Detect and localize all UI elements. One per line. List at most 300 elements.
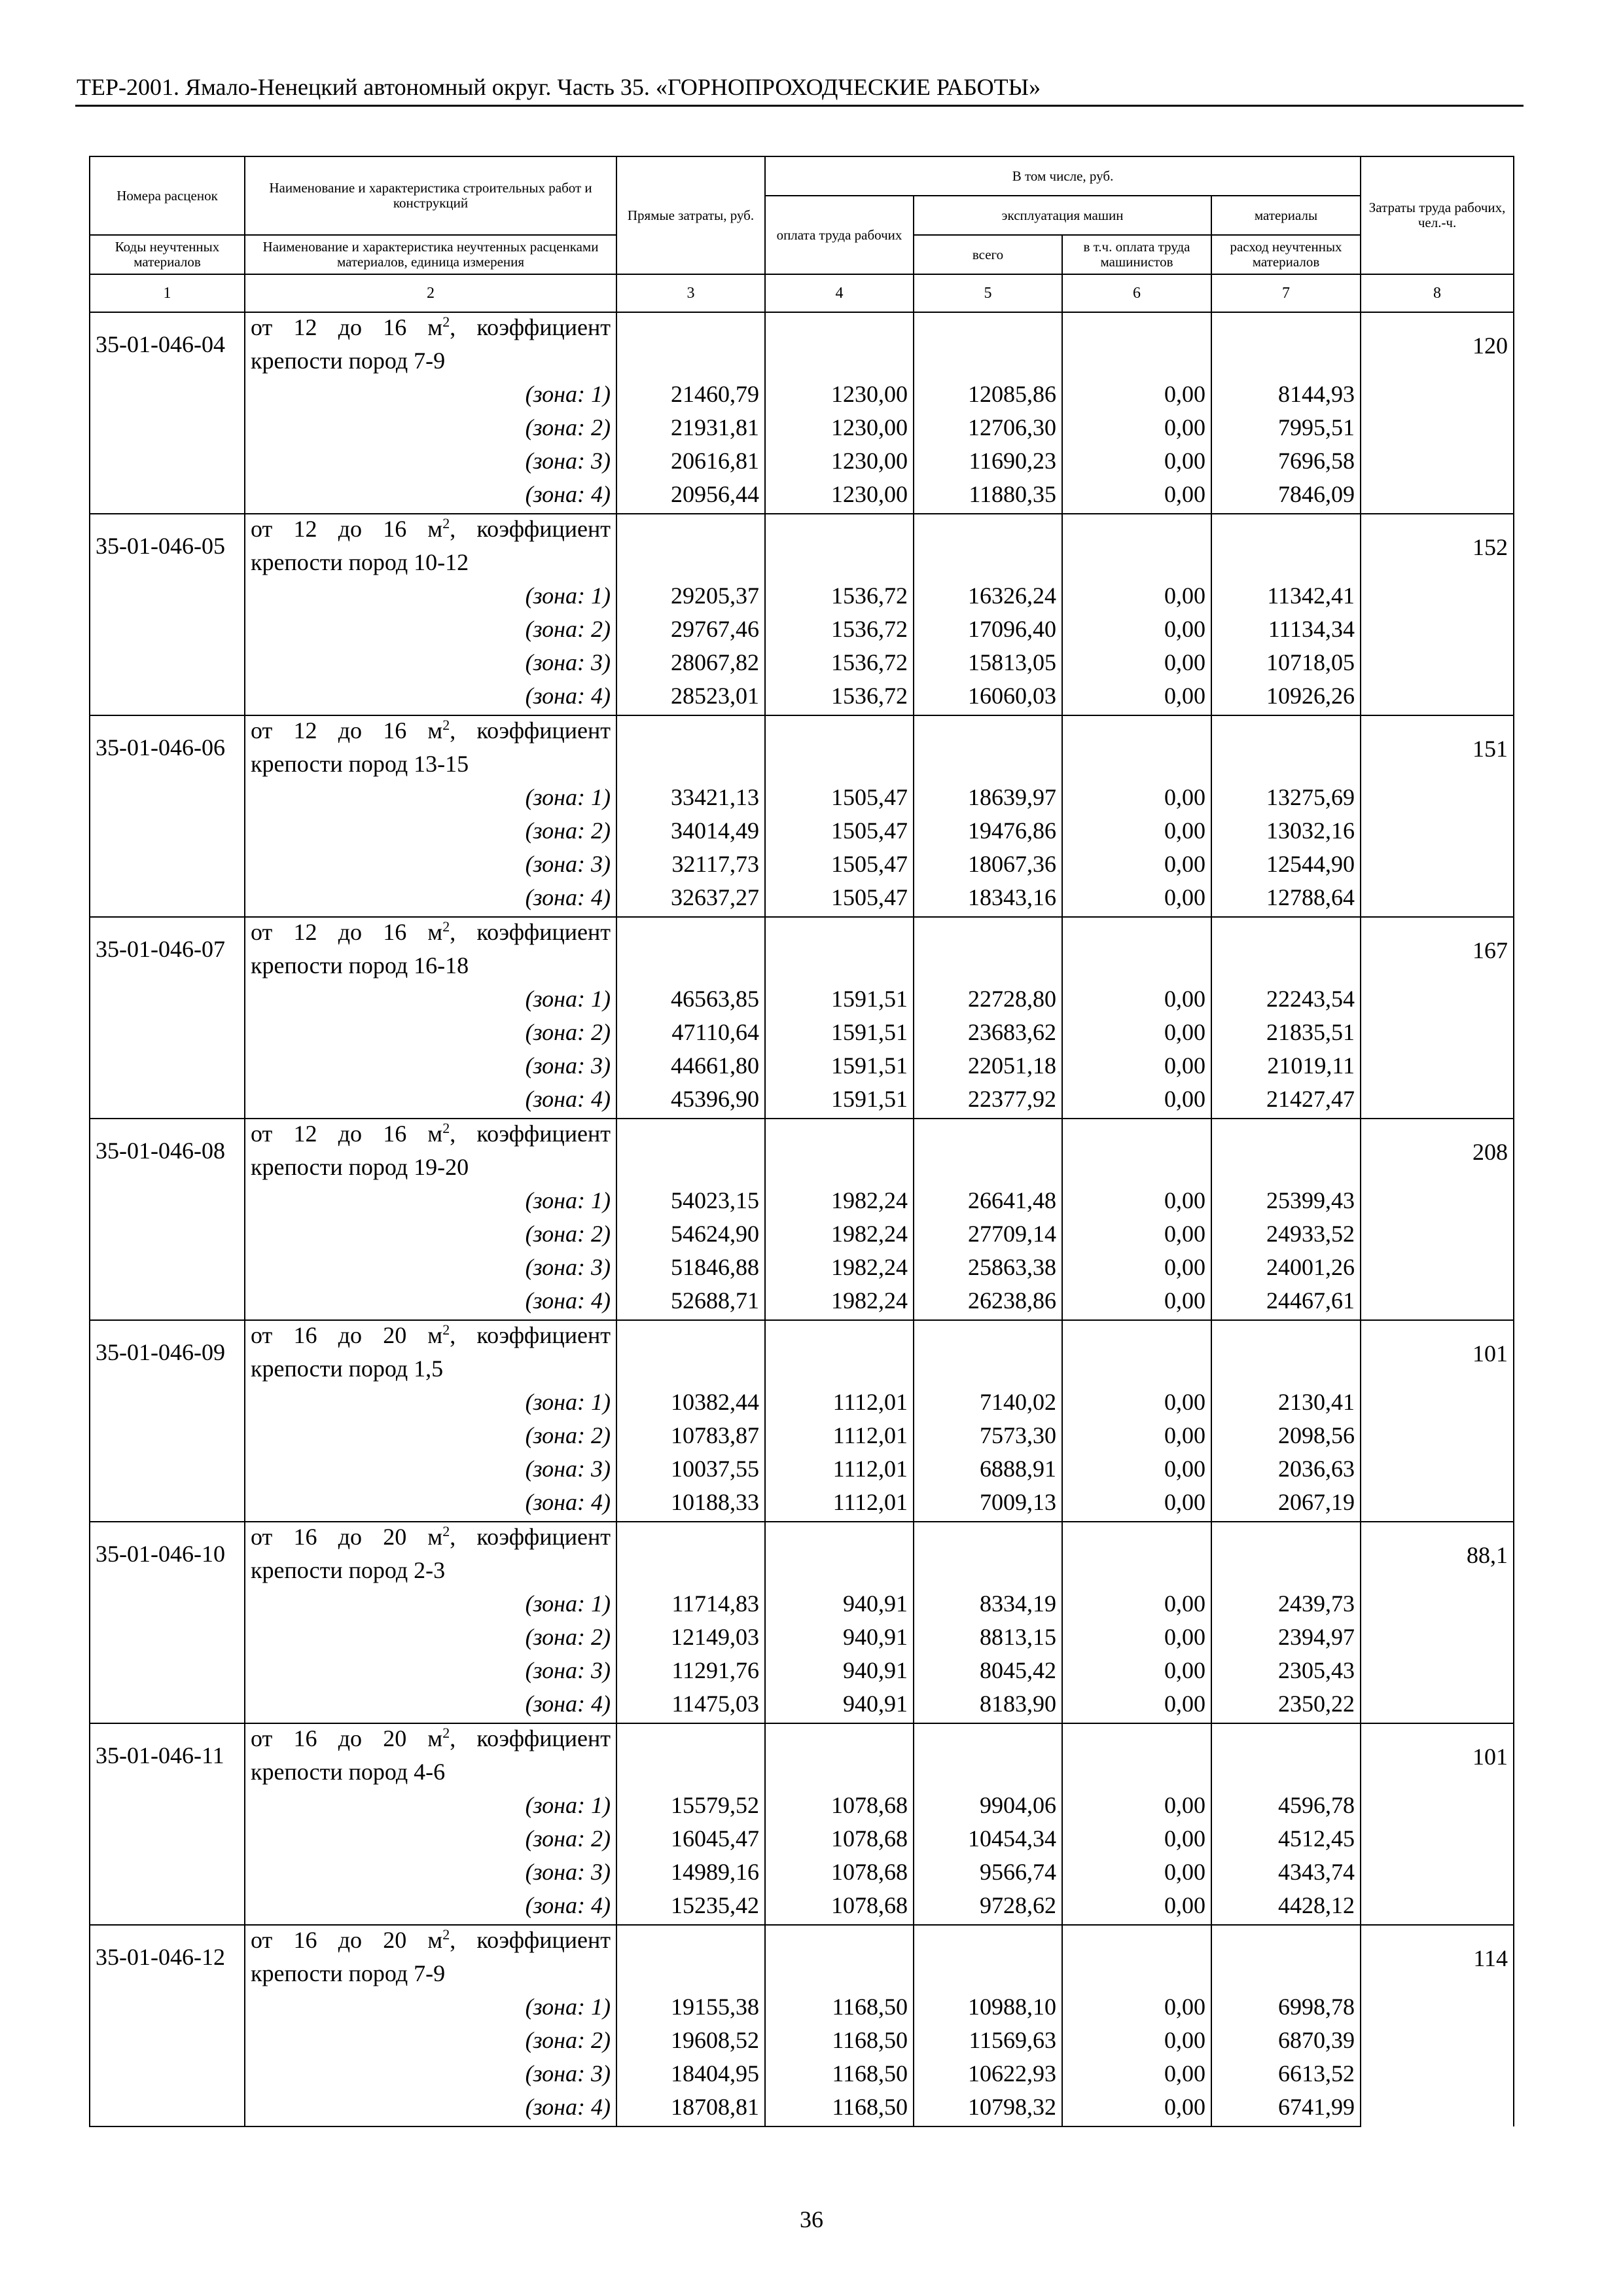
wages-value: 1078,68 [765, 1824, 914, 1857]
zone-label: (зона: 1) [245, 1186, 616, 1219]
table-row [90, 951, 1514, 984]
column-number: 3 [616, 274, 765, 312]
materials-value: 6870,39 [1211, 2026, 1361, 2059]
machines-total-value: 19476,86 [914, 816, 1062, 850]
materials-value: 2130,41 [1211, 1388, 1361, 1421]
zone-label: (зона: 3) [245, 1656, 616, 1689]
table-row [90, 917, 1514, 951]
empty-cell [765, 514, 914, 548]
table-row [90, 1119, 1514, 1153]
labor-cost-cell [1361, 1723, 1514, 1925]
machinist-wages-value: 0,00 [1062, 2092, 1211, 2126]
machines-total-value: 18343,16 [914, 883, 1062, 917]
zone-label: (зона: 3) [245, 648, 616, 681]
empty-cell [90, 1388, 245, 1421]
wages-value: 1112,01 [765, 1421, 914, 1454]
table-row [90, 1421, 1514, 1454]
labor-cost: 152 [1472, 534, 1508, 560]
rates-table [89, 156, 1514, 2127]
table-row [90, 1723, 1514, 1757]
machinist-wages-value: 0,00 [1062, 615, 1211, 648]
table-row [90, 2059, 1514, 2092]
labor-cost-cell [1361, 715, 1514, 917]
empty-cell [616, 312, 765, 346]
table-row [90, 850, 1514, 883]
machinist-wages-value: 0,00 [1062, 1219, 1211, 1253]
materials-value: 24467,61 [1211, 1286, 1361, 1320]
materials-value: 21427,47 [1211, 1085, 1361, 1119]
empty-cell [90, 1824, 245, 1857]
header-name-unaccounted: Наименование и характеристика неучтенных расценками материалов, единица измерения [245, 235, 616, 274]
wages-value: 1505,47 [765, 850, 914, 883]
wages-value: 1078,68 [765, 1857, 914, 1891]
empty-cell [765, 951, 914, 984]
labor-cost-cell [1361, 1119, 1514, 1320]
empty-cell [765, 1757, 914, 1791]
table-row [90, 446, 1514, 480]
empty-cell [914, 346, 1062, 380]
machines-total-value: 22377,92 [914, 1085, 1062, 1119]
empty-cell [90, 2059, 245, 2092]
empty-cell [616, 1959, 765, 1992]
direct-costs-value: 29205,37 [616, 581, 765, 615]
empty-cell [90, 380, 245, 413]
rate-title-superscript: 2 [442, 717, 450, 733]
machines-total-value: 12085,86 [914, 380, 1062, 413]
empty-cell [90, 2026, 245, 2059]
empty-cell [1211, 917, 1361, 951]
materials-value: 13032,16 [1211, 816, 1361, 850]
wages-value: 1591,51 [765, 1085, 914, 1119]
empty-cell [90, 1857, 245, 1891]
rate-title-superscript: 2 [442, 1120, 450, 1136]
empty-cell [765, 1354, 914, 1388]
table-row [90, 548, 1514, 581]
rate-title-text: от 16 до 20 м [251, 1725, 443, 1751]
column-number: 1 [90, 274, 245, 312]
empty-cell [914, 312, 1062, 346]
rate-code-cell [90, 514, 245, 581]
wages-value: 1591,51 [765, 1051, 914, 1085]
materials-value: 2305,43 [1211, 1656, 1361, 1689]
rate-title-superscript: 2 [442, 314, 450, 330]
table-row [90, 380, 1514, 413]
table-row [90, 783, 1514, 816]
header-codes: Коды неучтенных материалов [90, 235, 245, 274]
rate-title-text: от 12 до 16 м [251, 919, 443, 945]
page-number: 36 [800, 2206, 823, 2233]
machinist-wages-value: 0,00 [1062, 1992, 1211, 2026]
direct-costs-value: 19608,52 [616, 2026, 765, 2059]
rate-title-superscript: 2 [442, 1321, 450, 1338]
rate-title-text-end: , коэффициент [450, 919, 611, 945]
empty-cell [914, 951, 1062, 984]
direct-costs-value: 16045,47 [616, 1824, 765, 1857]
wages-value: 1112,01 [765, 1388, 914, 1421]
direct-costs-value: 10037,55 [616, 1454, 765, 1488]
zone-label: (зона: 1) [245, 1589, 616, 1623]
wages-value: 1505,47 [765, 816, 914, 850]
machinist-wages-value: 0,00 [1062, 883, 1211, 917]
wages-value: 1112,01 [765, 1454, 914, 1488]
direct-costs-value: 20616,81 [616, 446, 765, 480]
empty-cell [1211, 1354, 1361, 1388]
empty-cell [914, 1354, 1062, 1388]
empty-cell [616, 951, 765, 984]
table-row [90, 1522, 1514, 1556]
empty-cell [1211, 715, 1361, 749]
empty-cell [616, 1153, 765, 1186]
materials-value: 10718,05 [1211, 648, 1361, 681]
empty-cell [1211, 548, 1361, 581]
empty-cell [90, 1891, 245, 1925]
zone-label: (зона: 3) [245, 1253, 616, 1286]
empty-cell [1211, 1959, 1361, 1992]
empty-cell [616, 1119, 765, 1153]
table-row [90, 1992, 1514, 2026]
direct-costs-value: 29767,46 [616, 615, 765, 648]
rate-title-line2: крепости пород 19-20 [245, 1153, 616, 1186]
wages-value: 1536,72 [765, 581, 914, 615]
wages-value: 1112,01 [765, 1488, 914, 1522]
column-number: 2 [245, 274, 616, 312]
table-row [90, 681, 1514, 715]
machines-total-value: 8813,15 [914, 1623, 1062, 1656]
labor-cost: 114 [1473, 1945, 1508, 1971]
machinist-wages-value: 0,00 [1062, 1051, 1211, 1085]
empty-cell [914, 1119, 1062, 1153]
table-row [90, 1623, 1514, 1656]
zone-label: (зона: 1) [245, 1388, 616, 1421]
machinist-wages-value: 0,00 [1062, 413, 1211, 446]
rate-title-line2: крепости пород 1,5 [245, 1354, 616, 1388]
direct-costs-value: 34014,49 [616, 816, 765, 850]
machines-total-value: 10798,32 [914, 2092, 1062, 2126]
materials-value: 21835,51 [1211, 1018, 1361, 1051]
zone-label: (зона: 2) [245, 1623, 616, 1656]
empty-cell [90, 883, 245, 917]
zone-label: (зона: 1) [245, 581, 616, 615]
machinist-wages-value: 0,00 [1062, 783, 1211, 816]
rate-title-superscript: 2 [442, 918, 450, 935]
machinist-wages-value: 0,00 [1062, 2059, 1211, 2092]
machinist-wages-value: 0,00 [1062, 581, 1211, 615]
zone-label: (зона: 3) [245, 1454, 616, 1488]
wages-value: 1168,50 [765, 2059, 914, 2092]
machines-total-value: 23683,62 [914, 1018, 1062, 1051]
empty-cell [616, 1723, 765, 1757]
empty-cell [90, 1791, 245, 1824]
empty-cell [1211, 1153, 1361, 1186]
table-row [90, 480, 1514, 514]
empty-cell [616, 1757, 765, 1791]
materials-value: 22243,54 [1211, 984, 1361, 1018]
empty-cell [765, 1153, 914, 1186]
rate-title-text: от 12 до 16 м [251, 1121, 443, 1147]
wages-value: 1591,51 [765, 1018, 914, 1051]
zone-label: (зона: 3) [245, 2059, 616, 2092]
rate-code: 35-01-046-08 [96, 1138, 225, 1164]
rate-title-text-end: , коэффициент [450, 717, 611, 744]
empty-cell [1211, 1556, 1361, 1589]
empty-cell [90, 850, 245, 883]
header-including: В том числе, руб. [765, 156, 1361, 196]
zone-label: (зона: 3) [245, 1051, 616, 1085]
rate-title-line2: крепости пород 4-6 [245, 1757, 616, 1791]
wages-value: 1078,68 [765, 1791, 914, 1824]
machines-total-value: 6888,91 [914, 1454, 1062, 1488]
zone-label: (зона: 4) [245, 681, 616, 715]
zone-label: (зона: 4) [245, 1286, 616, 1320]
empty-cell [1062, 1320, 1211, 1354]
zone-label: (зона: 4) [245, 480, 616, 514]
zone-label: (зона: 3) [245, 446, 616, 480]
materials-value: 2067,19 [1211, 1488, 1361, 1522]
table-row [90, 1824, 1514, 1857]
column-number: 5 [914, 274, 1062, 312]
rate-code: 35-01-046-12 [96, 1944, 225, 1970]
table-row [90, 346, 1514, 380]
rate-title-line1 [245, 1119, 616, 1153]
table-row [90, 1891, 1514, 1925]
table-row [90, 312, 1514, 346]
rate-title-line2: крепости пород 7-9 [245, 346, 616, 380]
rate-title-line2: крепости пород 10-12 [245, 548, 616, 581]
direct-costs-value: 18708,81 [616, 2092, 765, 2126]
empty-cell [765, 917, 914, 951]
empty-cell [616, 917, 765, 951]
table-row [90, 615, 1514, 648]
empty-cell [914, 917, 1062, 951]
materials-value: 7995,51 [1211, 413, 1361, 446]
empty-cell [765, 1522, 914, 1556]
rate-title-superscript: 2 [442, 1523, 450, 1539]
empty-cell [90, 1186, 245, 1219]
direct-costs-value: 45396,90 [616, 1085, 765, 1119]
machinist-wages-value: 0,00 [1062, 1891, 1211, 1925]
materials-value: 13275,69 [1211, 783, 1361, 816]
machines-total-value: 26238,86 [914, 1286, 1062, 1320]
empty-cell [765, 1723, 914, 1757]
empty-cell [914, 1320, 1062, 1354]
empty-cell [90, 581, 245, 615]
zone-label: (зона: 2) [245, 615, 616, 648]
wages-value: 1230,00 [765, 480, 914, 514]
zone-label: (зона: 2) [245, 2026, 616, 2059]
empty-cell [914, 1153, 1062, 1186]
machinist-wages-value: 0,00 [1062, 380, 1211, 413]
machinist-wages-value: 0,00 [1062, 1656, 1211, 1689]
empty-cell [1211, 514, 1361, 548]
column-number: 4 [765, 274, 914, 312]
empty-cell [90, 480, 245, 514]
labor-cost: 151 [1472, 736, 1508, 762]
machines-total-value: 11880,35 [914, 480, 1062, 514]
machinist-wages-value: 0,00 [1062, 1488, 1211, 1522]
materials-value: 10926,26 [1211, 681, 1361, 715]
empty-cell [765, 715, 914, 749]
direct-costs-value: 14989,16 [616, 1857, 765, 1891]
labor-cost-cell [1361, 312, 1514, 514]
table-row [90, 1354, 1514, 1388]
empty-cell [765, 1959, 914, 1992]
rate-title-line1 [245, 514, 616, 548]
materials-value: 8144,93 [1211, 380, 1361, 413]
zone-label: (зона: 4) [245, 1891, 616, 1925]
materials-value: 2439,73 [1211, 1589, 1361, 1623]
empty-cell [1062, 346, 1211, 380]
rate-code-cell [90, 1522, 245, 1589]
machines-total-value: 10454,34 [914, 1824, 1062, 1857]
rate-code-cell [90, 1320, 245, 1388]
rate-title-superscript: 2 [442, 1725, 450, 1741]
empty-cell [1062, 715, 1211, 749]
rate-code: 35-01-046-05 [96, 533, 225, 559]
empty-cell [90, 1018, 245, 1051]
rate-title-line2: крепости пород 16-18 [245, 951, 616, 984]
direct-costs-value: 32117,73 [616, 850, 765, 883]
empty-cell [914, 1556, 1062, 1589]
table-row [90, 816, 1514, 850]
machinist-wages-value: 0,00 [1062, 1018, 1211, 1051]
wages-value: 1982,24 [765, 1186, 914, 1219]
empty-cell [90, 1623, 245, 1656]
table-row [90, 1286, 1514, 1320]
empty-cell [90, 1589, 245, 1623]
header-direct-costs: Прямые затраты, руб. [616, 156, 765, 274]
labor-cost: 101 [1472, 1340, 1508, 1367]
machines-total-value: 8045,42 [914, 1656, 1062, 1689]
header-name: Наименование и характеристика строительных работ и конструкций [245, 156, 616, 235]
rate-code: 35-01-046-11 [96, 1742, 224, 1768]
empty-cell [1062, 1959, 1211, 1992]
materials-value: 12544,90 [1211, 850, 1361, 883]
machines-total-value: 15813,05 [914, 648, 1062, 681]
zone-label: (зона: 1) [245, 783, 616, 816]
empty-cell [1062, 951, 1211, 984]
machines-total-value: 12706,30 [914, 413, 1062, 446]
zone-label: (зона: 2) [245, 1421, 616, 1454]
machinist-wages-value: 0,00 [1062, 1286, 1211, 1320]
empty-cell [90, 783, 245, 816]
materials-value: 11134,34 [1211, 615, 1361, 648]
empty-cell [1062, 749, 1211, 783]
materials-value: 4512,45 [1211, 1824, 1361, 1857]
materials-value: 11342,41 [1211, 581, 1361, 615]
rate-title-text: от 16 до 20 м [251, 1322, 443, 1348]
zone-label: (зона: 1) [245, 380, 616, 413]
empty-cell [90, 1286, 245, 1320]
machines-total-value: 10622,93 [914, 2059, 1062, 2092]
header-rule [75, 105, 1524, 107]
table-row [90, 984, 1514, 1018]
table-row [90, 514, 1514, 548]
empty-cell [1062, 514, 1211, 548]
zone-label: (зона: 1) [245, 1992, 616, 2026]
empty-cell [616, 514, 765, 548]
machines-total-value: 10988,10 [914, 1992, 1062, 2026]
wages-value: 940,91 [765, 1589, 914, 1623]
empty-cell [90, 1992, 245, 2026]
header-labor-costs: Затраты труда рабочих, чел.-ч. [1361, 156, 1514, 274]
empty-cell [90, 1454, 245, 1488]
empty-cell [616, 1556, 765, 1589]
direct-costs-value: 54023,15 [616, 1186, 765, 1219]
labor-cost-cell [1361, 1925, 1514, 2126]
wages-value: 1168,50 [765, 2026, 914, 2059]
rate-code: 35-01-046-04 [96, 331, 225, 357]
header-wages: оплата труда рабочих [765, 196, 914, 274]
machines-total-value: 26641,48 [914, 1186, 1062, 1219]
empty-cell [1062, 1723, 1211, 1757]
zone-label: (зона: 3) [245, 1857, 616, 1891]
wages-value: 1505,47 [765, 883, 914, 917]
labor-cost-cell [1361, 1522, 1514, 1723]
column-number: 8 [1361, 274, 1514, 312]
empty-cell [90, 615, 245, 648]
table-row [90, 1186, 1514, 1219]
empty-cell [914, 715, 1062, 749]
empty-cell [90, 2092, 245, 2126]
machinist-wages-value: 0,00 [1062, 1454, 1211, 1488]
header-rate-number: Номера расценок [90, 156, 245, 235]
empty-cell [765, 548, 914, 581]
empty-cell [1211, 951, 1361, 984]
rate-title-line1 [245, 1723, 616, 1757]
machines-total-value: 9904,06 [914, 1791, 1062, 1824]
rate-code-cell [90, 1119, 245, 1186]
table-row [90, 1857, 1514, 1891]
machines-total-value: 22728,80 [914, 984, 1062, 1018]
rate-title-line2: крепости пород 13-15 [245, 749, 616, 783]
machinist-wages-value: 0,00 [1062, 1623, 1211, 1656]
table-row [90, 1656, 1514, 1689]
table-row [90, 1791, 1514, 1824]
materials-value: 2036,63 [1211, 1454, 1361, 1488]
machinist-wages-value: 0,00 [1062, 446, 1211, 480]
empty-cell [914, 548, 1062, 581]
empty-cell [1062, 1556, 1211, 1589]
table-row [90, 1488, 1514, 1522]
machines-total-value: 18067,36 [914, 850, 1062, 883]
empty-cell [1062, 1119, 1211, 1153]
direct-costs-value: 32637,27 [616, 883, 765, 917]
materials-value: 24933,52 [1211, 1219, 1361, 1253]
empty-cell [616, 1522, 765, 1556]
empty-cell [914, 1925, 1062, 1959]
materials-value: 12788,64 [1211, 883, 1361, 917]
direct-costs-value: 21460,79 [616, 380, 765, 413]
labor-cost: 167 [1472, 937, 1508, 963]
empty-cell [90, 984, 245, 1018]
header-unaccounted-consumption: расход неучтенных материалов [1211, 235, 1361, 274]
labor-cost: 120 [1472, 332, 1508, 359]
direct-costs-value: 18404,95 [616, 2059, 765, 2092]
wages-value: 1230,00 [765, 380, 914, 413]
empty-cell [1211, 1522, 1361, 1556]
header-machines: эксплуатация машин [914, 196, 1211, 235]
empty-cell [765, 1320, 914, 1354]
table-row [90, 2026, 1514, 2059]
empty-cell [1062, 312, 1211, 346]
zone-label: (зона: 4) [245, 1689, 616, 1723]
direct-costs-value: 11714,83 [616, 1589, 765, 1623]
labor-cost-cell [1361, 1320, 1514, 1522]
machinist-wages-value: 0,00 [1062, 1421, 1211, 1454]
direct-costs-value: 11475,03 [616, 1689, 765, 1723]
zone-label: (зона: 1) [245, 1791, 616, 1824]
direct-costs-value: 33421,13 [616, 783, 765, 816]
